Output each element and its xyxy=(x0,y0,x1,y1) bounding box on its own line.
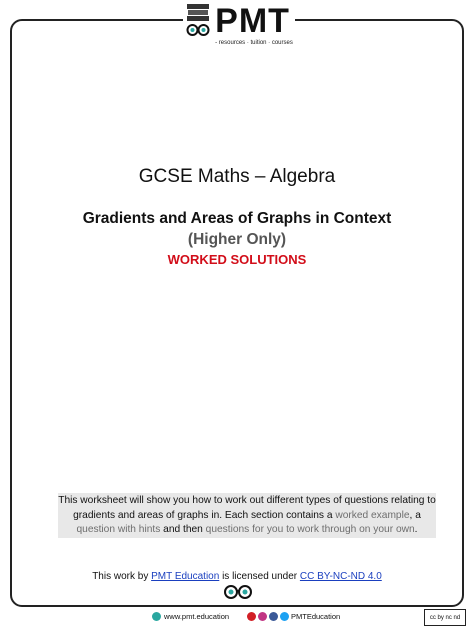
facebook-icon[interactable] xyxy=(269,612,278,621)
glasses-icon xyxy=(220,582,256,602)
question-hints-text: question with hints xyxy=(76,524,161,535)
intro-box xyxy=(58,493,436,538)
license-line xyxy=(0,571,474,582)
licence-link[interactable]: CC BY-NC-ND 4.0 xyxy=(299,571,382,582)
twitter-icon[interactable] xyxy=(280,612,289,621)
intro-text: This worksheet will show you how to work out different types of questions relating to gradients and areas of graphs in. Each section contains a xyxy=(58,495,436,521)
license-middle: is licensed under xyxy=(219,571,300,582)
social-handle: PMTEducation xyxy=(291,612,341,621)
questions-text: questions for you to work through xyxy=(205,524,357,535)
books-glasses-icon xyxy=(185,2,211,42)
website-text: www.pmt.education xyxy=(164,612,230,621)
intro-text: , a xyxy=(409,509,421,521)
cc-badge-text: cc by nc nd xyxy=(429,614,461,621)
topic-title: Gradients and Areas of Graphs in Context xyxy=(82,210,392,227)
worked-solutions-label: WORKED SOLUTIONS xyxy=(167,252,307,267)
cc-license-badge[interactable] xyxy=(424,609,466,626)
youtube-icon[interactable] xyxy=(247,612,256,621)
author-link[interactable]: PMT Education xyxy=(151,571,220,582)
footer-logo xyxy=(220,582,256,602)
globe-icon xyxy=(152,612,161,621)
own-text: on your own xyxy=(359,524,415,535)
page-title: GCSE Maths – Algebra xyxy=(138,166,336,187)
footer-social xyxy=(247,612,340,621)
logo-wordmark: PMT xyxy=(215,2,290,40)
worked-example-text: worked example xyxy=(335,509,410,521)
pmt-logo xyxy=(183,2,295,56)
license-prefix: This work by xyxy=(92,571,152,582)
logo-tagline: - resources · tuition · courses xyxy=(215,40,293,46)
footer-website[interactable] xyxy=(152,612,229,621)
intro-text: and then xyxy=(160,524,206,535)
level-note: (Higher Only) xyxy=(187,231,287,248)
instagram-icon[interactable] xyxy=(258,612,267,621)
intro-text: . xyxy=(414,524,418,535)
